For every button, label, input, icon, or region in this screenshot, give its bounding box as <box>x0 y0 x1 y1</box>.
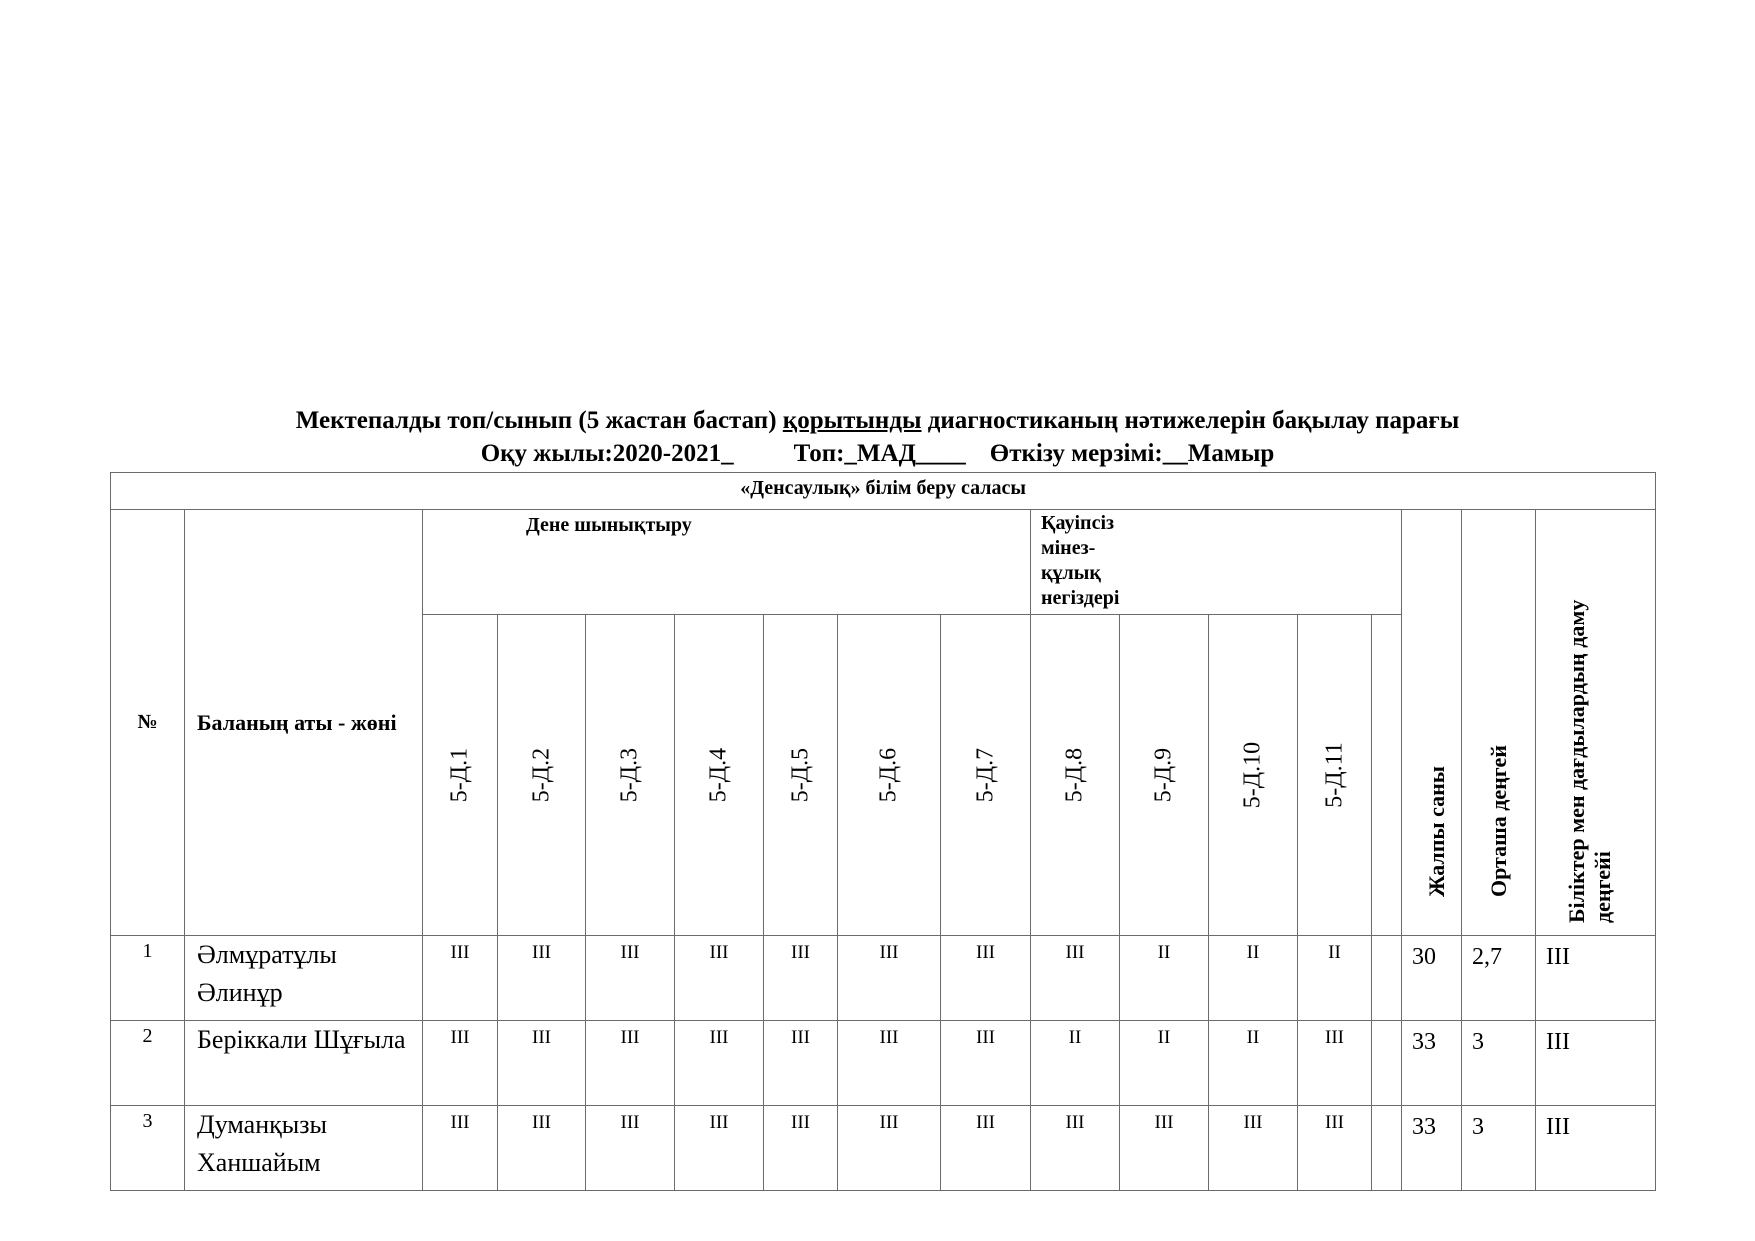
group2-line: негіздері <box>1041 587 1120 609</box>
score-cell: II <box>1209 936 1298 1021</box>
skill-level: III <box>1536 1106 1656 1191</box>
score-cell: III <box>941 1106 1031 1191</box>
group2-line: Қауіпсіз <box>1041 512 1115 534</box>
indicator-header: 5-Д.7 <box>941 615 1031 936</box>
indicator-header: 5-Д.3 <box>586 615 675 936</box>
score-cell: III <box>1031 936 1120 1021</box>
total-score: 30 <box>1402 936 1462 1021</box>
score-cell: III <box>1298 1021 1372 1106</box>
group-name: Топ:_МАД____ <box>793 440 966 467</box>
total-score: 33 <box>1402 1106 1462 1191</box>
indicator-header: 5-Д.6 <box>838 615 941 936</box>
average-level: 3 <box>1462 1106 1536 1191</box>
sheet-meta <box>110 439 1645 469</box>
empty-header <box>1372 615 1402 936</box>
group2-line: мінез- <box>1041 537 1096 559</box>
score-cell: III <box>941 936 1031 1021</box>
skill-level: III <box>1536 1021 1656 1106</box>
education-area: «Денсаулық» білім беру саласы <box>111 473 1656 510</box>
score-cell: II <box>1120 936 1209 1021</box>
academic-year: Оқу жылы:2020-2021_ <box>480 440 734 467</box>
score-cell: II <box>1120 1021 1209 1106</box>
child-name: Әлмұратұлы Әлинұр <box>185 936 423 1021</box>
score-cell: III <box>423 1106 498 1191</box>
indicator-header: 5-Д.8 <box>1031 615 1120 936</box>
group-physical-education: Дене шынықтыру <box>423 510 1031 615</box>
title-part2: диагностиканың нәтижелерін бақылау парағы <box>921 407 1460 434</box>
header-number: № <box>111 510 185 936</box>
indicator-header: 5-Д.10 <box>1209 615 1298 936</box>
indicator-header: 5-Д.2 <box>498 615 586 936</box>
child-name: Думанқызы Ханшайым <box>185 1106 423 1191</box>
score-cell: III <box>498 936 586 1021</box>
indicator-header: 5-Д.5 <box>764 615 838 936</box>
row-number: 3 <box>111 1106 185 1191</box>
score-cell: III <box>423 936 498 1021</box>
table-row <box>111 1021 1656 1106</box>
score-cell: III <box>675 936 764 1021</box>
indicator-header: 5-Д.9 <box>1120 615 1209 936</box>
score-cell: III <box>1298 1106 1372 1191</box>
average-level: 3 <box>1462 1021 1536 1106</box>
child-name: Беріккали Шұғыла <box>185 1021 423 1106</box>
score-cell: III <box>498 1106 586 1191</box>
score-cell: III <box>1120 1106 1209 1191</box>
score-cell: III <box>586 1106 675 1191</box>
group-safe-behaviour <box>1031 510 1402 615</box>
average-level: 2,7 <box>1462 936 1536 1021</box>
header-skill-level: Біліктер мен дағдылардың даму деңгейі <box>1536 510 1656 936</box>
sheet-title <box>110 406 1645 436</box>
table-row <box>111 1106 1656 1191</box>
indicator-header: 5-Д.11 <box>1298 615 1372 936</box>
title-underlined-word: қорытынды <box>782 407 922 434</box>
empty-cell <box>1372 1021 1402 1106</box>
empty-cell <box>1372 936 1402 1021</box>
score-cell: III <box>941 1021 1031 1106</box>
header-child-name: Баланың аты - жөні <box>185 510 423 936</box>
title-part1: Мектепалды топ/сынып (5 жастан бастап) <box>295 407 783 434</box>
score-cell: II <box>1298 936 1372 1021</box>
score-cell: III <box>423 1021 498 1106</box>
score-cell: III <box>1209 1106 1298 1191</box>
header-average: Орташа деңгей <box>1462 510 1536 936</box>
score-cell: III <box>675 1106 764 1191</box>
empty-cell <box>1372 1106 1402 1191</box>
indicator-header: 5-Д.4 <box>675 615 764 936</box>
table-row <box>111 936 1656 1021</box>
row-number: 1 <box>111 936 185 1021</box>
score-cell: III <box>838 1021 941 1106</box>
score-cell: III <box>764 936 838 1021</box>
score-cell: III <box>586 1021 675 1106</box>
diagnostic-table <box>110 472 1656 1191</box>
score-cell: II <box>1031 1021 1120 1106</box>
score-cell: III <box>764 1106 838 1191</box>
row-number: 2 <box>111 1021 185 1106</box>
score-cell: III <box>764 1021 838 1106</box>
score-cell: III <box>586 936 675 1021</box>
total-score: 33 <box>1402 1021 1462 1106</box>
score-cell: II <box>1209 1021 1298 1106</box>
score-cell: III <box>838 936 941 1021</box>
period: Өткізу мерзімі:__Мамыр <box>989 440 1275 467</box>
header-total: Жалпы саны <box>1402 510 1462 936</box>
score-cell: III <box>838 1106 941 1191</box>
score-cell: III <box>1031 1106 1120 1191</box>
indicator-header: 5-Д.1 <box>423 615 498 936</box>
score-cell: III <box>675 1021 764 1106</box>
skill-level: III <box>1536 936 1656 1021</box>
score-cell: III <box>498 1021 586 1106</box>
group2-line: құлық <box>1041 562 1101 584</box>
